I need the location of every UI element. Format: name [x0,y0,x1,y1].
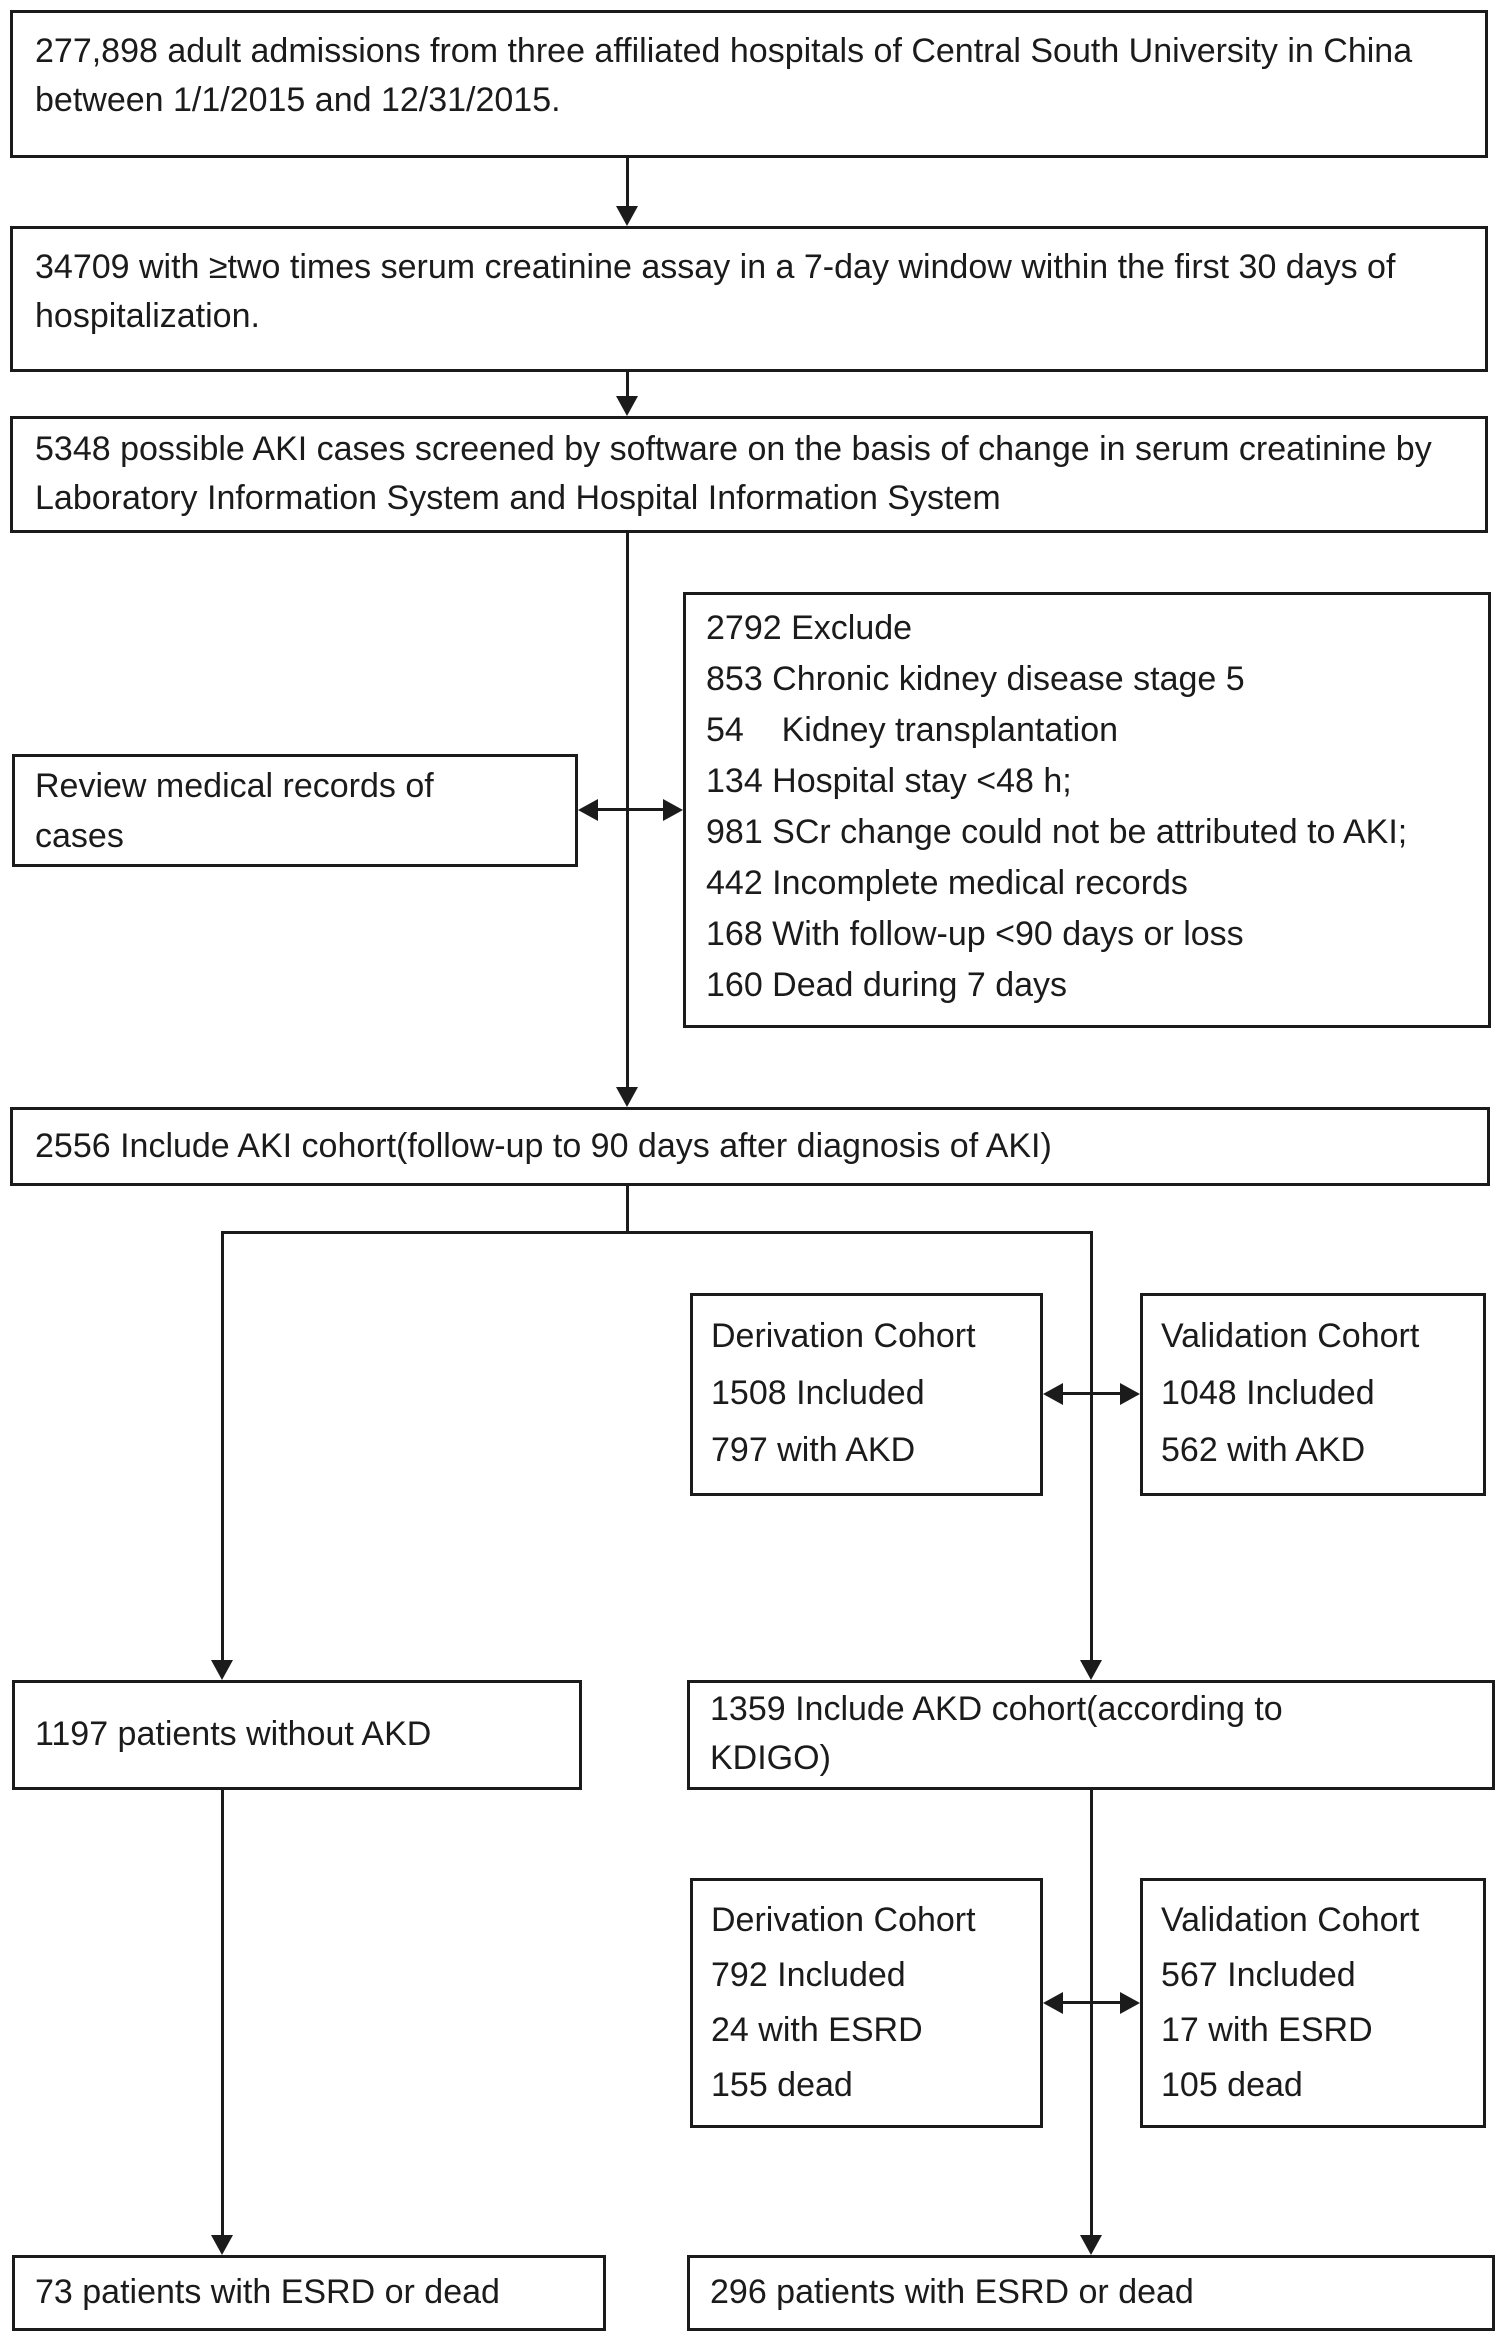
double-arrow-review-exclude-right-head [663,799,683,821]
validation-akd-with-akd: 562 with AKD [1161,1431,1366,1469]
validation-esrd-with-esrd: 17 with ESRD [1161,2011,1373,2049]
arrow-creatinine-to-screened-head [616,396,638,416]
exclude-line-scr: 981 SCr change could not be attributed to AKI; [706,813,1408,851]
box-admissions-text: 277,898 adult admissions from three affiliated hospitals of Central South University in China between 1/1/2015 and 12/31/2015. [35,32,1413,120]
double-arrow-review-exclude-line [595,808,666,811]
box-esrd-without-akd-text: 73 patients with ESRD or dead [35,2273,500,2312]
derivation-akd-included: 1508 Included [711,1374,925,1412]
box-akd-cohort [687,1680,1495,1790]
box-screened-text: 5348 possible AKI cases screened by software on the basis of change in serum creatinine by Laboratory Information System and Hospital Information System [35,430,1432,518]
branch-right-line [1090,1231,1093,1661]
branch-horizontal-line [221,1231,1093,1234]
derivation-esrd-with-esrd: 24 with ESRD [711,2011,923,2049]
box-exclude [683,592,1491,1028]
box-screened [10,416,1488,533]
arrow-admissions-to-creatinine-head [616,206,638,226]
branch-stem-line [626,1186,629,1233]
arrow-into-akd-cohort-head [1080,1660,1102,1680]
line-akd-cohort-to-esrd [1090,1790,1093,2236]
exclude-line-followup: 168 With follow-up <90 days or loss [706,915,1244,953]
arrow-creatinine-to-screened-line [626,372,629,397]
box-admissions [10,10,1488,158]
box-akd-cohort-text: 1359 Include AKD cohort(according to KDIGO) [710,1690,1283,1778]
arrow-admissions-to-creatinine-line [626,158,629,207]
box-without-akd-text: 1197 patients without AKD [35,1715,432,1754]
derivation-esrd-included: 792 Included [711,1956,906,1994]
arrow-into-without-akd-head [211,1660,233,1680]
line-without-akd-to-esrd [221,1790,224,2236]
derivation-esrd-title: Derivation Cohort [711,1901,976,1939]
derivation-akd-with-akd: 797 with AKD [711,1431,916,1469]
validation-esrd-title: Validation Cohort [1161,1901,1420,1939]
arrow-screened-to-aki-cohort-head [616,1087,638,1107]
branch-left-line [221,1231,224,1661]
box-derivation-akd [690,1293,1043,1496]
box-validation-akd [1140,1293,1486,1496]
box-esrd-without-akd [12,2255,606,2331]
exclude-line-total: 2792 Exclude [706,609,913,647]
box-creatinine [10,226,1488,372]
box-review [12,754,578,867]
exclude-line-transplant: 54 Kidney transplantation [706,711,1119,749]
validation-esrd-included: 567 Included [1161,1956,1356,1994]
validation-akd-included: 1048 Included [1161,1374,1375,1412]
double-arrow-akd-line [1060,1392,1123,1395]
box-without-akd [12,1680,582,1790]
exclude-line-incomplete: 442 Incomplete medical records [706,864,1188,902]
double-arrow-esrd-line [1060,2001,1123,2004]
double-arrow-esrd-right-head [1120,1992,1140,2014]
box-creatinine-text: 34709 with ≥two times serum creatinine assay in a 7-day window within the first 30 days of hospitalization. [35,248,1396,336]
exclude-line-stay: 134 Hospital stay <48 h; [706,762,1072,800]
box-esrd-with-akd [687,2255,1495,2331]
box-esrd-with-akd-text: 296 patients with ESRD or dead [710,2273,1194,2312]
exclude-line-ckd5: 853 Chronic kidney disease stage 5 [706,660,1245,698]
arrow-into-esrd-without-akd-head [211,2235,233,2255]
box-derivation-esrd [690,1878,1043,2128]
validation-akd-title: Validation Cohort [1161,1317,1420,1355]
exclude-line-dead: 160 Dead during 7 days [706,966,1068,1004]
validation-esrd-dead: 105 dead [1161,2066,1303,2104]
box-aki-cohort-text: 2556 Include AKI cohort(follow-up to 90 days after diagnosis of AKI) [35,1126,1052,1165]
box-review-text: Review medical records of cases [35,767,434,855]
derivation-akd-title: Derivation Cohort [711,1317,976,1355]
arrow-into-esrd-with-akd-head [1080,2235,1102,2255]
double-arrow-akd-right-head [1120,1383,1140,1405]
box-validation-esrd [1140,1878,1486,2128]
box-aki-cohort [10,1107,1490,1186]
derivation-esrd-dead: 155 dead [711,2066,853,2104]
